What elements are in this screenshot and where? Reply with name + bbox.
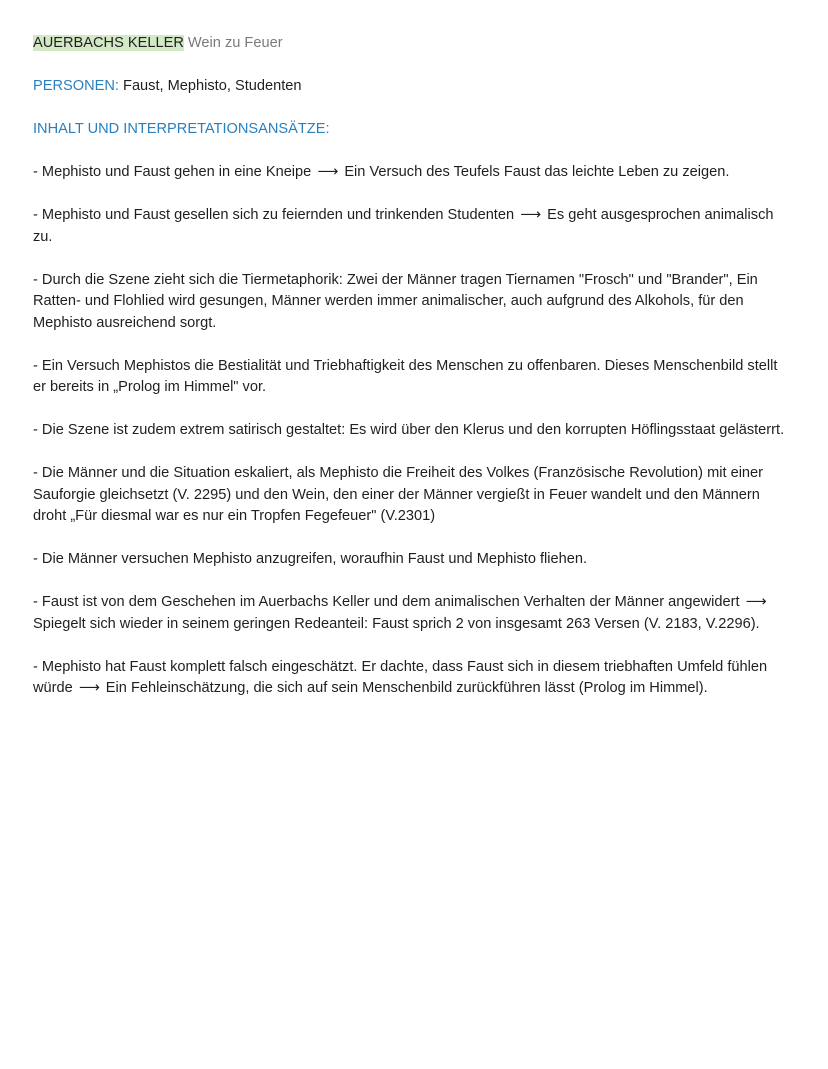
persons-line [33,76,793,98]
scene-title: AUERBACHS KELLER [33,35,184,51]
arrow-right-icon: ⟶ [745,594,767,610]
paragraph-2 [33,205,793,248]
arrow-right-icon: ⟶ [78,680,100,696]
paragraph-3: - Durch die Szene zieht sich die Tiermetaphorik: Zwei der Männer tragen Tiernamen "Frosch" und "Brander", Ein Ratten- und Flohlied wird gesungen, Männer werden immer animalischer, auch aufgrund des Alkohols, für den Mephisto ausreichend sorgt. [33,271,758,331]
paragraph-7: - Die Männer versuchen Mephisto anzugreifen, woraufhin Faust und Mephisto fliehen. [33,551,588,567]
paragraph-4: - Ein Versuch Mephistos die Bestialität und Triebhaftigkeit des Menschen zu offenbaren. Dieses Menschenbild stellt er bereits in „Prolog im Himmel" vor. [33,357,778,395]
scene-subtitle: Wein zu Feuer [187,35,283,51]
paragraph-text: Spiegelt sich wieder in seinem geringen Redeanteil: Faust sprich 2 von insgesamt 263 Versen (V. 2183, V.2296). [33,615,760,632]
paragraph-text: - Mephisto und Faust gehen in eine Kneipe [33,164,312,180]
paragraph-text: Ein Versuch des Teufels Faust das leichte Leben zu zeigen. [344,164,730,180]
arrow-right-icon: ⟶ [520,207,542,223]
paragraph-text: - Faust ist von dem Geschehen im Auerbachs Keller und dem animalischen Verhalten der Männer angewidert [33,594,740,610]
title-line [33,33,793,55]
paragraph-5: - Die Szene ist zudem extrem satirisch gestaltet: Es wird über den Klerus und den korrupten Höflingsstaat gelästerrt. [33,422,785,438]
paragraph-1 [33,162,793,184]
paragraph-text: - Mephisto hat Faust komplett falsch eingeschätzt. Er dachte, dass Faust sich in diesem triebhaften Umfeld fühlen würde [33,658,768,696]
paragraph-text: - Mephisto und Faust gesellen sich zu feiernden und trinkenden Studenten [33,207,515,223]
paragraph-text: Es geht ausgesprochen animalisch zu. [33,207,774,245]
paragraph-9 [33,657,793,700]
persons-label: PERSONEN: [33,78,119,94]
document-page [33,33,793,721]
paragraph-6: - Die Männer und die Situation eskaliert, als Mephisto die Freiheit des Volkes (Französische Revolution) mit einer Sauforgie gleichsetzt (V. 2295) und den Wein, den einer der Männer vergießt in Feuer wandelt und den Männern droht „Für diesmal war es nur ein Tropfen Fegefeuer" (V.2301) [33,465,764,524]
arrow-right-icon: ⟶ [317,164,339,180]
persons-value: Faust, Mephisto, Studenten [123,78,302,94]
paragraph-text: Ein Fehleinschätzung, die sich auf sein Menschenbild zurückführen lässt (Prolog im Himmel). [105,680,708,696]
paragraph-8 [33,592,793,635]
section-heading: INHALT UND INTERPRETATIONSANSÄTZE: [33,121,330,137]
